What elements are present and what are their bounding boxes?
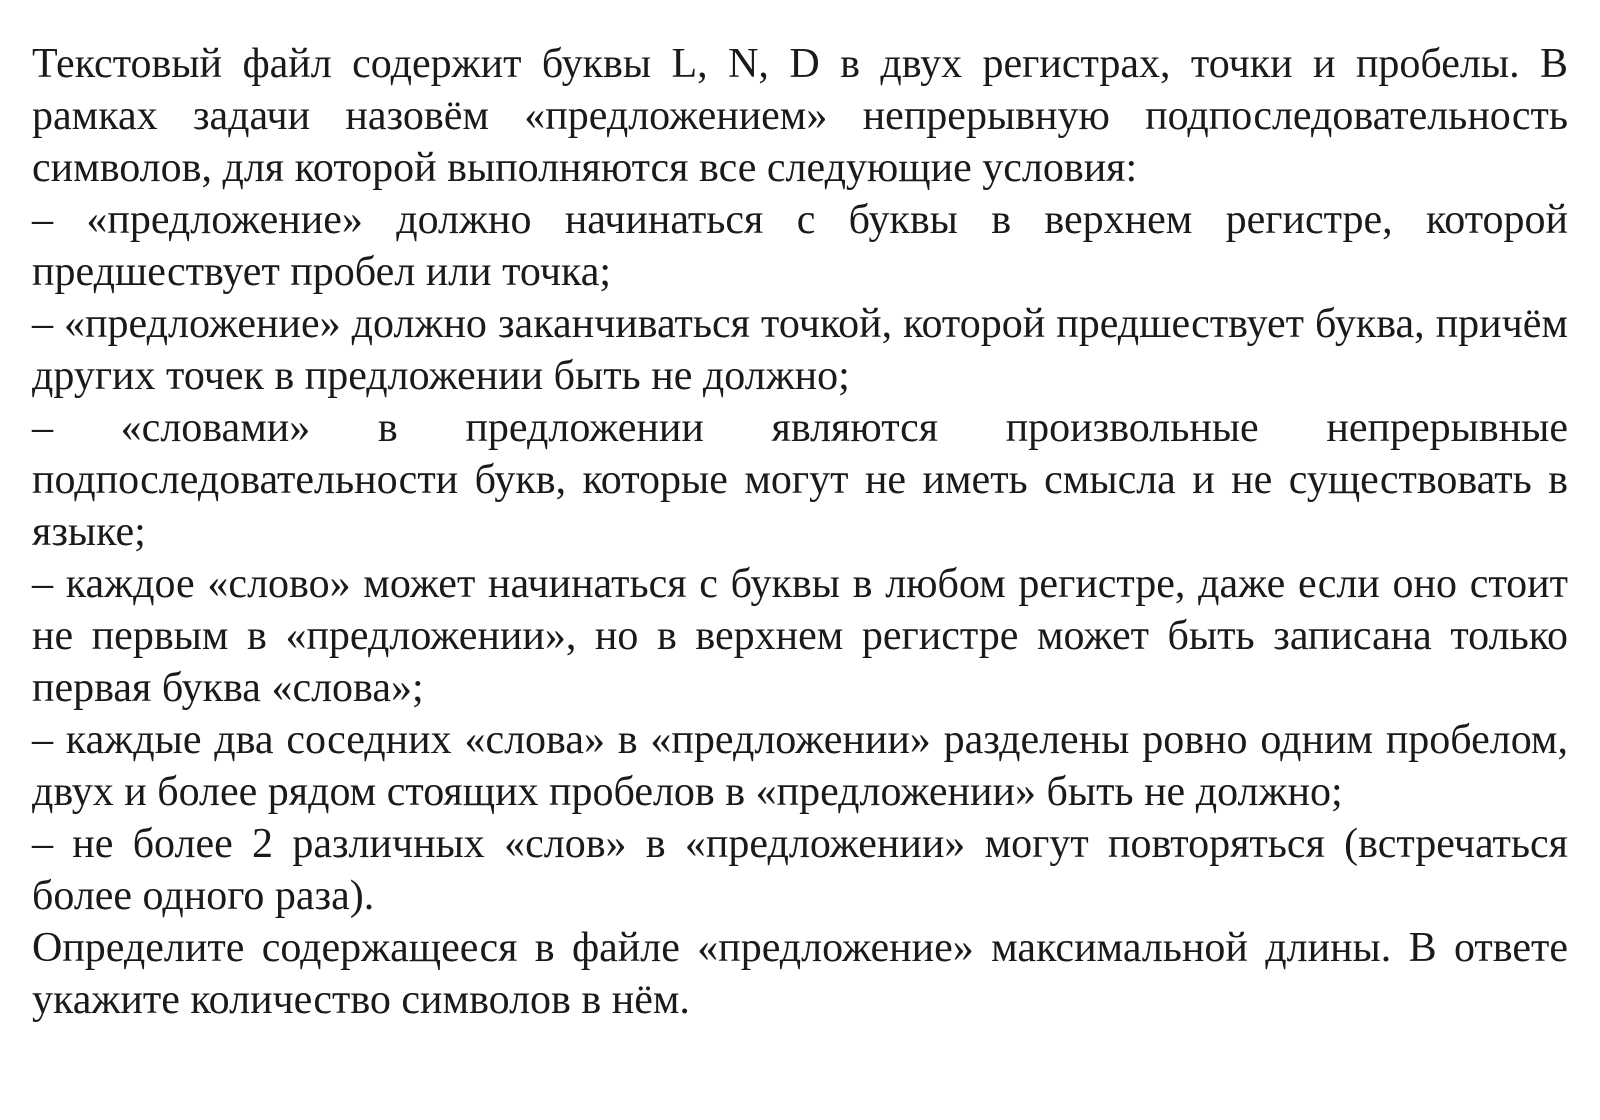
condition-starts-uppercase: – «предложение» должно начинаться с буквы в верхнем регистре, которой предшествует пробел или точка; <box>32 197 1568 295</box>
condition-ends-with-dot: – «предложение» должно заканчиваться точкой, которой предшествует буква, причём других точек в предложении быть не должно; <box>32 301 1568 399</box>
condition-repeated-words: – не более 2 различных «слов» в «предложении» могут повторяться (встречаться более одного раза). <box>32 821 1568 919</box>
condition-word-case: – каждое «слово» может начинаться с буквы в любом регистре, даже если оно стоит не первым в «предложении», но в верхнем регистре может быть записана только первая буква «слова»; <box>32 561 1568 711</box>
intro-paragraph: Текстовый файл содержит буквы L, N, D в двух регистрах, точки и пробелы. В рамках задачи назовём «предложением» непрерывную подпоследовательность символов, для которой выполняются все следующие условия: <box>32 41 1568 191</box>
condition-words-definition: – «словами» в предложении являются произвольные непрерывные подпоследовательности букв, которые могут не иметь смысла и не существовать в языке; <box>32 405 1568 555</box>
document-body <box>32 38 1568 1026</box>
condition-single-space: – каждые два соседних «слова» в «предложении» разделены ровно одним пробелом, двух и более рядом стоящих пробелов в «предложении» быть не должно; <box>32 717 1568 815</box>
task-paragraph: Определите содержащееся в файле «предложение» максимальной длины. В ответе укажите количество символов в нём. <box>32 925 1568 1023</box>
